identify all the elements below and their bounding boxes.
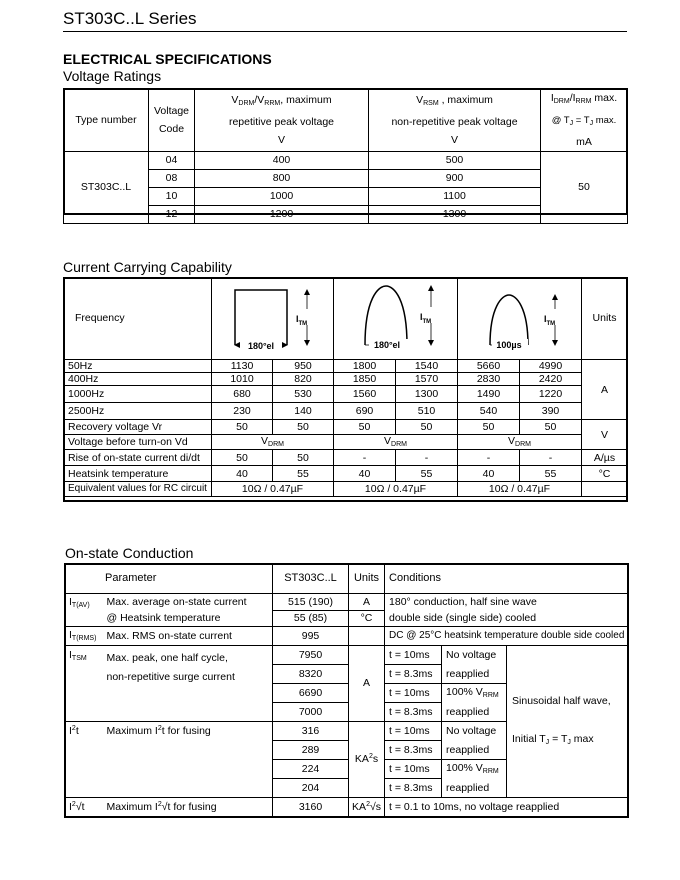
time-label: 100µs [496,339,522,350]
i2t-value: 316 [273,722,349,741]
voltage-code-header [149,89,195,152]
i2rt-sym-a: I [69,800,72,813]
type-number-value: ST303C..L [64,152,149,224]
i2t-time: t = 8.3ms [385,741,442,760]
recovery-value: 50 [458,420,520,435]
itsm-sym-main: I [69,649,72,661]
freq-value: 2420 [520,373,582,386]
idrm-max: max. [591,92,618,104]
surge-note-b: = T [549,732,568,745]
freq-row [64,360,628,373]
itsm-pct-sub: RRM [482,692,499,700]
i2t-value: 204 [273,779,349,798]
itm-label: $I_{TM}$ [296,313,308,327]
itsm-symbol [65,646,103,722]
itsm-value: 8320 [273,665,349,684]
itsm-reapply: reapplied [442,703,507,722]
rc-unit [582,482,628,497]
vdrm-sub: DRM [391,441,407,449]
itsm-value: 7000 [273,703,349,722]
i2rt-symbol [65,798,103,817]
idrm-sub1: DRM [553,98,570,105]
i2rt-sym-sup: 2 [71,800,76,808]
voltage-row [64,152,628,170]
freq-value: 1300 [396,386,458,403]
freq-value: 1850 [334,373,396,386]
i2t-unit [349,722,385,798]
type-number-header: Type number [64,89,149,152]
heatsink-value: 55 [520,466,582,482]
i2rt-unit [349,798,385,817]
itav-value2: 55 (85) [273,611,349,627]
vrsm-sub: RSM [423,100,439,107]
heatsink-label: Heatsink temperature [64,466,212,482]
recovery-row [64,420,628,435]
itav-sym-sub: T(AV) [71,602,90,609]
section-title: ELECTRICAL SPECIFICATIONS [63,51,272,67]
pulse-wave-figure [458,279,582,359]
rise-value: - [520,450,582,466]
itrms-row [65,627,629,646]
freq-value: 680 [212,386,273,403]
idrm-cond-sub2: J [589,120,594,127]
surge-note-line1: Sinusoidal half wave, [512,694,611,707]
voltage-before-label: Voltage before turn-on Vd [64,435,212,450]
itsm-reapply: No voltage [442,646,507,665]
heatsink-value: 55 [396,466,458,482]
angle-label: 180°el [247,340,275,351]
heatsink-value: 40 [334,466,396,482]
i2t-reapply: No voltage [442,722,507,741]
waveform-pulse [458,278,582,360]
freq-label: 1000Hz [64,386,212,403]
i2rt-param-sup: 2 [157,800,162,808]
rc-value: 10Ω / 0.47µF [334,482,458,497]
recovery-label: Recovery voltage Vr [64,420,212,435]
itrms-cond: DC @ 25°C heatsink temperature double side cooled [385,627,629,646]
i2rt-row [65,798,629,817]
surge-conditions-note [507,646,629,798]
voltage-code-header-line1: Voltage [153,105,190,117]
recovery-value: 50 [396,420,458,435]
i2t-reapply: reapplied [442,741,507,760]
vdrm-sub2: RRM [264,100,281,107]
rise-value: 50 [273,450,334,466]
recovery-value: 50 [334,420,396,435]
itm-label: $I_{TM}$ [420,311,432,325]
rc-value: 10Ω / 0.47µF [212,482,334,497]
freq-value: 1490 [458,386,520,403]
itm-arrow-up [552,294,558,300]
i2t-reapply [442,760,507,779]
i2t-value: 289 [273,741,349,760]
rise-unit: A/µs [582,450,628,466]
freq-value: 1540 [396,360,458,373]
voltage-code: 04 [149,152,195,170]
vdrm-main: V [508,435,516,448]
current-capability-title: Current Carrying Capability [63,259,232,275]
itsm-param2: non-repetitive surge current [106,671,235,683]
vdrm-sub: DRM [268,441,284,449]
itsm-time: t = 8.3ms [385,665,442,684]
i2t-value: 224 [273,760,349,779]
freq-value: 2830 [458,373,520,386]
idrm-cond-sub1: J [569,120,574,127]
vdrm-value: 1000 [195,188,369,206]
itav-param2: @ Heatsink temperature [103,611,273,627]
itsm-reapply [442,684,507,703]
rc-row [64,482,628,497]
idrm-condition [552,115,617,126]
onstate-header-row [65,564,629,594]
rc-value: 10Ω / 0.47µF [458,482,582,497]
freq-value: 1010 [212,373,273,386]
i2rt-unit-sup: 2 [366,800,370,808]
idrm-header [541,89,628,152]
itav-value1: 515 (190) [273,594,349,611]
freq-value: 510 [396,403,458,420]
itm-arrow-down [428,340,434,346]
freq-value: 230 [212,403,273,420]
freq-value: 820 [273,373,334,386]
surge-note-a: Initial T [512,732,546,745]
freq-value: 1220 [520,386,582,403]
vrsm-value: 1100 [369,188,541,206]
freq-label: 2500Hz [64,403,212,420]
rise-value: - [458,450,520,466]
part-header: ST303C..L [273,564,349,594]
freq-value: 1130 [212,360,273,373]
vdrm-desc: repetitive peak voltage [228,116,335,128]
i2rt-param [103,798,273,817]
surge-note-c: max [570,732,594,745]
surge-note-sub2: J [567,738,571,746]
itm-arrow-down [304,340,310,346]
idrm-value: 50 [541,152,628,224]
vdrm-value: 800 [195,170,369,188]
idrm-unit: mA [576,136,592,148]
freq-value: 690 [334,403,396,420]
square-wave-line [235,290,287,345]
angle-label: 180°el [373,339,401,350]
freq-value: 140 [273,403,334,420]
vrsm-value: 1300 [369,206,541,224]
freq-value: 1570 [396,373,458,386]
itav-symbol [65,594,103,627]
itsm-value: 7950 [273,646,349,665]
heatsink-row [64,466,628,482]
voltage-ratings-table [63,88,628,224]
itav-param1: Max. average on-state current [103,594,273,611]
itrms-sym-sub: T(RMS) [71,634,97,642]
frequency-header: Frequency [64,278,212,360]
voltage-code-header-line2: Code [158,123,185,135]
i2t-param-sup: 2 [157,725,162,732]
i2rt-unit-a: KA [352,800,367,813]
i2t-time: t = 10ms [385,722,442,741]
itsm-time: t = 10ms [385,684,442,703]
itsm-sym-sub: TSM [71,655,87,662]
i2t-unit-sup: 2 [368,753,373,761]
vdrm-cell [458,435,582,450]
idrm-cond-b: = T [573,115,590,126]
vdrm-symbol: V [231,94,239,106]
i2t-symbol [65,722,103,798]
parameter-header: Parameter [65,564,273,594]
vdrm-cell [212,435,334,450]
vrsm-desc: non-repetitive peak voltage [391,116,518,128]
vdrm-slash: /V [254,94,265,106]
rise-value: 50 [212,450,273,466]
i2t-time: t = 10ms [385,760,442,779]
itm-arrow-down [552,340,558,346]
itrms-sym-main: I [69,628,72,641]
vdrm-value: 400 [195,152,369,170]
itav-unit2: °C [349,611,385,627]
freq-value: 390 [520,403,582,420]
voltage-code: 10 [149,188,195,206]
itav-cond1: 180° conduction, half sine wave [385,594,629,611]
freq-row [64,403,628,420]
itsm-param [103,646,273,722]
i2rt-sym-b: √t [75,800,85,813]
idrm-symbol: I [550,92,554,104]
voltage-code: 08 [149,170,195,188]
rise-value: - [396,450,458,466]
vdrm-main: V [384,435,392,448]
voltage-unit: V [582,420,628,450]
pulse-wave-line [490,295,528,345]
i2rt-value: 3160 [273,798,349,817]
conditions-header: Conditions [385,564,629,594]
rise-value: - [334,450,396,466]
itm-arrow-up [428,285,434,291]
i2t-sym-main: I [69,725,72,737]
i2rt-param-a: Maximum I [106,800,158,813]
freq-value: 4990 [520,360,582,373]
i2t-param-a: Maximum I [106,725,158,737]
vrsm-unit: V [450,134,458,146]
i2t-sym-sup: 2 [71,725,76,732]
freq-row [64,386,628,403]
freq-row [64,373,628,386]
itrms-unit [349,627,385,646]
vdrm-header [195,89,369,152]
units-header: Units [582,278,628,360]
vdrm-main: V [261,435,269,448]
heatsink-unit: °C [582,466,628,482]
freq-value: 540 [458,403,520,420]
rise-row [64,450,628,466]
vdrm-cell [334,435,458,450]
i2t-time: t = 8.3ms [385,779,442,798]
heatsink-value: 55 [273,466,334,482]
i2t-param-b: t for fusing [161,725,211,737]
heatsink-value: 40 [458,466,520,482]
freq-value: 950 [273,360,334,373]
idrm-sub2: RRM [575,98,592,105]
vrsm-value: 500 [369,152,541,170]
vrsm-header [369,89,541,152]
idrm-cond-a: @ T [551,115,570,126]
i2rt-param-b: √t for fusing [161,800,217,813]
itsm-time: t = 10ms [385,646,442,665]
itav-row2 [65,611,629,627]
i2t-unit-a: KA [354,753,369,766]
waveform-square [212,278,334,360]
sine-wave-line [365,286,407,345]
itav-cond2: double side (single side) cooled [385,611,629,627]
surge-note-sub1: J [545,738,550,746]
vdrm-sub1: DRM [238,100,255,107]
series-title: ST303C..L Series [63,9,197,28]
idrm-slash: /I [569,92,576,104]
freq-value: 1800 [334,360,396,373]
freq-label: 50Hz [64,360,212,373]
i2t-sym-b: t [75,725,79,737]
itsm-pct: 100% V [446,686,483,699]
itsm-row [65,646,629,665]
rc-label: Equivalent values for RC circuit [64,482,212,497]
itsm-unit: A [349,646,385,722]
vdrm-sub: DRM [515,441,531,449]
current-capability-table [63,277,628,497]
voltage-code: 12 [149,206,195,224]
idrm-cond-c: max. [593,115,617,126]
itav-unit1: A [349,594,385,611]
vdrm-max: , maximum [280,94,332,106]
i2rt-cond: t = 0.1 to 10ms, no voltage reapplied [385,798,629,817]
itsm-param1: Max. peak, one half cycle, [106,652,228,664]
voltage-header-row [64,89,628,152]
freq-value: 5660 [458,360,520,373]
recovery-value: 50 [520,420,582,435]
itav-sym-main: I [69,596,72,608]
vrsm-value: 900 [369,170,541,188]
voltage-ratings-title: Voltage Ratings [63,68,162,84]
rise-label: Rise of on-state current di/dt [64,450,212,466]
itsm-time: t = 8.3ms [385,703,442,722]
freq-value: 530 [273,386,334,403]
freq-value: 1560 [334,386,396,403]
waveform-sine [334,278,458,360]
itm-arrow-up [304,289,310,295]
itav-row [65,594,629,611]
itm-label: $I_{TM}$ [544,313,556,327]
heatsink-value: 40 [212,466,273,482]
itrms-param: Max. RMS on-state current [103,627,273,646]
recovery-value: 50 [212,420,273,435]
header-rule [63,31,627,32]
onstate-title: On-state Conduction [65,545,194,561]
i2t-param [103,722,273,798]
i2t-pct-sub: RRM [482,768,499,776]
i2t-pct: 100% V [446,762,483,775]
voltage-before-row [64,435,628,450]
i2rt-unit-b: √s [369,800,381,813]
units-header: Units [349,564,385,594]
sine-wave-figure [334,279,458,359]
recovery-value: 50 [273,420,334,435]
itrms-symbol [65,627,103,646]
vdrm-unit: V [277,134,285,146]
itsm-reapply: reapplied [442,665,507,684]
i2t-reapply: reapplied [442,779,507,798]
vrsm-symbol: V [416,94,424,106]
vrsm-max: , maximum [438,94,493,106]
current-header-row [64,278,628,360]
freq-unit: A [582,360,628,420]
itsm-value: 6690 [273,684,349,703]
itrms-value: 995 [273,627,349,646]
i2t-unit-b: s [372,753,379,766]
vdrm-value: 1200 [195,206,369,224]
square-wave-figure [212,279,333,359]
freq-label: 400Hz [64,373,212,386]
onstate-table [64,563,629,817]
